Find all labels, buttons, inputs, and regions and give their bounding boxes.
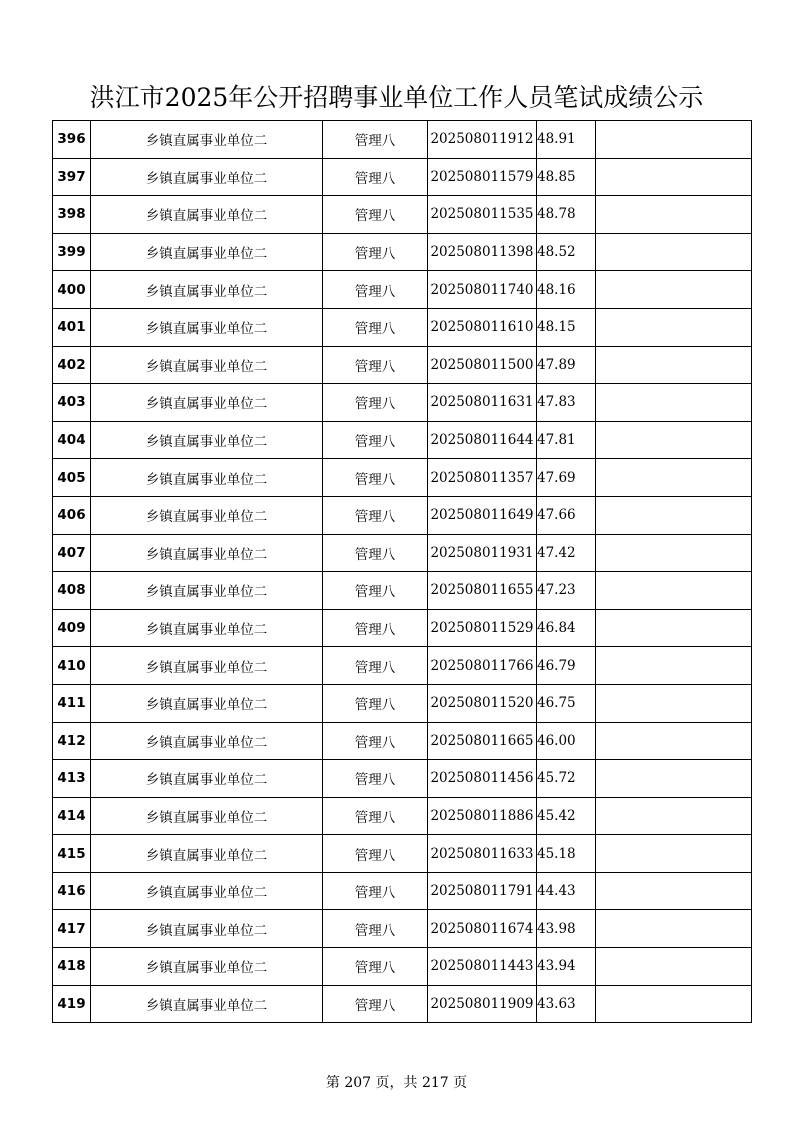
row-number-cell: 417 [53, 910, 91, 948]
employer-unit-cell: 乡镇直属事业单位二 [91, 872, 323, 910]
remark-cell [596, 985, 752, 1023]
remark-cell [596, 534, 752, 572]
position-name-cell: 管理八 [323, 421, 428, 459]
row-number-cell: 402 [53, 346, 91, 384]
position-name-cell: 管理八 [323, 797, 428, 835]
exam-ticket-number-cell: 202508011791 [428, 872, 537, 910]
employer-unit-cell: 乡镇直属事业单位二 [91, 196, 323, 234]
table-row [53, 196, 752, 234]
remark-cell [596, 872, 752, 910]
position-name-cell: 管理八 [323, 609, 428, 647]
row-number-cell: 397 [53, 158, 91, 196]
remark-cell [596, 496, 752, 534]
position-name-cell: 管理八 [323, 496, 428, 534]
row-number-cell: 411 [53, 684, 91, 722]
position-name-cell: 管理八 [323, 158, 428, 196]
row-number-cell: 419 [53, 985, 91, 1023]
employer-unit-cell: 乡镇直属事业单位二 [91, 233, 323, 271]
exam-ticket-number-cell: 202508011674 [428, 910, 537, 948]
exam-ticket-number-cell: 202508011500 [428, 346, 537, 384]
row-number-cell: 414 [53, 797, 91, 835]
written-score-cell: 46.79 [537, 647, 596, 685]
written-score-cell: 46.84 [537, 609, 596, 647]
exam-ticket-number-cell: 202508011909 [428, 985, 537, 1023]
table-row [53, 346, 752, 384]
row-number-cell: 406 [53, 496, 91, 534]
exam-ticket-number-cell: 202508011631 [428, 384, 537, 422]
employer-unit-cell: 乡镇直属事业单位二 [91, 985, 323, 1023]
exam-ticket-number-cell: 202508011931 [428, 534, 537, 572]
position-name-cell: 管理八 [323, 647, 428, 685]
remark-cell [596, 158, 752, 196]
table-row [53, 948, 752, 986]
row-number-cell: 407 [53, 534, 91, 572]
row-number-cell: 409 [53, 609, 91, 647]
page-title: 洪江市2025年公开招聘事业单位工作人员笔试成绩公示 [89, 83, 704, 112]
remark-cell [596, 760, 752, 798]
remark-cell [596, 271, 752, 309]
written-score-cell: 48.52 [537, 233, 596, 271]
written-score-cell: 45.42 [537, 797, 596, 835]
employer-unit-cell: 乡镇直属事业单位二 [91, 835, 323, 873]
position-name-cell: 管理八 [323, 196, 428, 234]
remark-cell [596, 835, 752, 873]
remark-cell [596, 572, 752, 610]
exam-ticket-number-cell: 202508011766 [428, 647, 537, 685]
remark-cell [596, 233, 752, 271]
row-number-cell: 416 [53, 872, 91, 910]
written-score-cell: 46.00 [537, 722, 596, 760]
remark-cell [596, 910, 752, 948]
written-score-cell: 44.43 [537, 872, 596, 910]
written-score-cell: 46.75 [537, 684, 596, 722]
row-number-cell: 413 [53, 760, 91, 798]
exam-ticket-number-cell: 202508011886 [428, 797, 537, 835]
remark-cell [596, 421, 752, 459]
employer-unit-cell: 乡镇直属事业单位二 [91, 760, 323, 798]
exam-ticket-number-cell: 202508011665 [428, 722, 537, 760]
page-footer: 第 207 页，共 217 页 [325, 1075, 468, 1091]
row-number-cell: 399 [53, 233, 91, 271]
remark-cell [596, 384, 752, 422]
written-score-cell: 48.91 [537, 121, 596, 159]
table-row [53, 684, 752, 722]
exam-ticket-number-cell: 202508011740 [428, 271, 537, 309]
employer-unit-cell: 乡镇直属事业单位二 [91, 572, 323, 610]
row-number-cell: 401 [53, 308, 91, 346]
table-row [53, 647, 752, 685]
employer-unit-cell: 乡镇直属事业单位二 [91, 271, 323, 309]
table-row [53, 158, 752, 196]
exam-ticket-number-cell: 202508011633 [428, 835, 537, 873]
table-row [53, 308, 752, 346]
written-score-cell: 47.42 [537, 534, 596, 572]
employer-unit-cell: 乡镇直属事业单位二 [91, 948, 323, 986]
exam-ticket-number-cell: 202508011579 [428, 158, 537, 196]
row-number-cell: 398 [53, 196, 91, 234]
employer-unit-cell: 乡镇直属事业单位二 [91, 722, 323, 760]
table-row [53, 910, 752, 948]
row-number-cell: 410 [53, 647, 91, 685]
table-row [53, 722, 752, 760]
position-name-cell: 管理八 [323, 308, 428, 346]
position-name-cell: 管理八 [323, 872, 428, 910]
table-row [53, 421, 752, 459]
scores-table [52, 120, 752, 1023]
position-name-cell: 管理八 [323, 534, 428, 572]
position-name-cell: 管理八 [323, 910, 428, 948]
row-number-cell: 418 [53, 948, 91, 986]
position-name-cell: 管理八 [323, 835, 428, 873]
employer-unit-cell: 乡镇直属事业单位二 [91, 647, 323, 685]
row-number-cell: 396 [53, 121, 91, 159]
exam-ticket-number-cell: 202508011644 [428, 421, 537, 459]
remark-cell [596, 121, 752, 159]
table-row [53, 797, 752, 835]
employer-unit-cell: 乡镇直属事业单位二 [91, 308, 323, 346]
written-score-cell: 47.89 [537, 346, 596, 384]
employer-unit-cell: 乡镇直属事业单位二 [91, 609, 323, 647]
position-name-cell: 管理八 [323, 346, 428, 384]
written-score-cell: 48.85 [537, 158, 596, 196]
position-name-cell: 管理八 [323, 722, 428, 760]
exam-ticket-number-cell: 202508011655 [428, 572, 537, 610]
employer-unit-cell: 乡镇直属事业单位二 [91, 910, 323, 948]
row-number-cell: 408 [53, 572, 91, 610]
employer-unit-cell: 乡镇直属事业单位二 [91, 684, 323, 722]
exam-ticket-number-cell: 202508011357 [428, 459, 537, 497]
position-name-cell: 管理八 [323, 948, 428, 986]
row-number-cell: 400 [53, 271, 91, 309]
row-number-cell: 404 [53, 421, 91, 459]
written-score-cell: 43.98 [537, 910, 596, 948]
employer-unit-cell: 乡镇直属事业单位二 [91, 421, 323, 459]
written-score-cell: 47.66 [537, 496, 596, 534]
exam-ticket-number-cell: 202508011520 [428, 684, 537, 722]
table-row [53, 384, 752, 422]
remark-cell [596, 196, 752, 234]
remark-cell [596, 459, 752, 497]
exam-ticket-number-cell: 202508011649 [428, 496, 537, 534]
remark-cell [596, 346, 752, 384]
table-row [53, 496, 752, 534]
remark-cell [596, 948, 752, 986]
exam-ticket-number-cell: 202508011456 [428, 760, 537, 798]
employer-unit-cell: 乡镇直属事业单位二 [91, 158, 323, 196]
remark-cell [596, 609, 752, 647]
table-row [53, 835, 752, 873]
row-number-cell: 412 [53, 722, 91, 760]
written-score-cell: 47.83 [537, 384, 596, 422]
employer-unit-cell: 乡镇直属事业单位二 [91, 384, 323, 422]
table-row [53, 609, 752, 647]
table-row [53, 872, 752, 910]
employer-unit-cell: 乡镇直属事业单位二 [91, 534, 323, 572]
table-row [53, 572, 752, 610]
table-row [53, 459, 752, 497]
employer-unit-cell: 乡镇直属事业单位二 [91, 797, 323, 835]
written-score-cell: 45.18 [537, 835, 596, 873]
position-name-cell: 管理八 [323, 271, 428, 309]
written-score-cell: 47.81 [537, 421, 596, 459]
written-score-cell: 48.16 [537, 271, 596, 309]
table-row [53, 121, 752, 159]
exam-ticket-number-cell: 202508011535 [428, 196, 537, 234]
written-score-cell: 48.78 [537, 196, 596, 234]
scores-table-body [53, 121, 752, 1023]
written-score-cell: 48.15 [537, 308, 596, 346]
position-name-cell: 管理八 [323, 572, 428, 610]
position-name-cell: 管理八 [323, 459, 428, 497]
position-name-cell: 管理八 [323, 760, 428, 798]
exam-ticket-number-cell: 202508011398 [428, 233, 537, 271]
row-number-cell: 405 [53, 459, 91, 497]
table-row [53, 985, 752, 1023]
position-name-cell: 管理八 [323, 985, 428, 1023]
table-row [53, 534, 752, 572]
remark-cell [596, 797, 752, 835]
exam-ticket-number-cell: 202508011610 [428, 308, 537, 346]
table-row [53, 760, 752, 798]
written-score-cell: 47.69 [537, 459, 596, 497]
employer-unit-cell: 乡镇直属事业单位二 [91, 459, 323, 497]
written-score-cell: 45.72 [537, 760, 596, 798]
remark-cell [596, 308, 752, 346]
position-name-cell: 管理八 [323, 233, 428, 271]
employer-unit-cell: 乡镇直属事业单位二 [91, 121, 323, 159]
row-number-cell: 403 [53, 384, 91, 422]
written-score-cell: 43.94 [537, 948, 596, 986]
employer-unit-cell: 乡镇直属事业单位二 [91, 496, 323, 534]
exam-ticket-number-cell: 202508011529 [428, 609, 537, 647]
employer-unit-cell: 乡镇直属事业单位二 [91, 346, 323, 384]
remark-cell [596, 647, 752, 685]
written-score-cell: 47.23 [537, 572, 596, 610]
position-name-cell: 管理八 [323, 684, 428, 722]
exam-ticket-number-cell: 202508011912 [428, 121, 537, 159]
remark-cell [596, 684, 752, 722]
position-name-cell: 管理八 [323, 384, 428, 422]
remark-cell [596, 722, 752, 760]
row-number-cell: 415 [53, 835, 91, 873]
written-score-cell: 43.63 [537, 985, 596, 1023]
position-name-cell: 管理八 [323, 121, 428, 159]
exam-ticket-number-cell: 202508011443 [428, 948, 537, 986]
table-row [53, 271, 752, 309]
table-row [53, 233, 752, 271]
